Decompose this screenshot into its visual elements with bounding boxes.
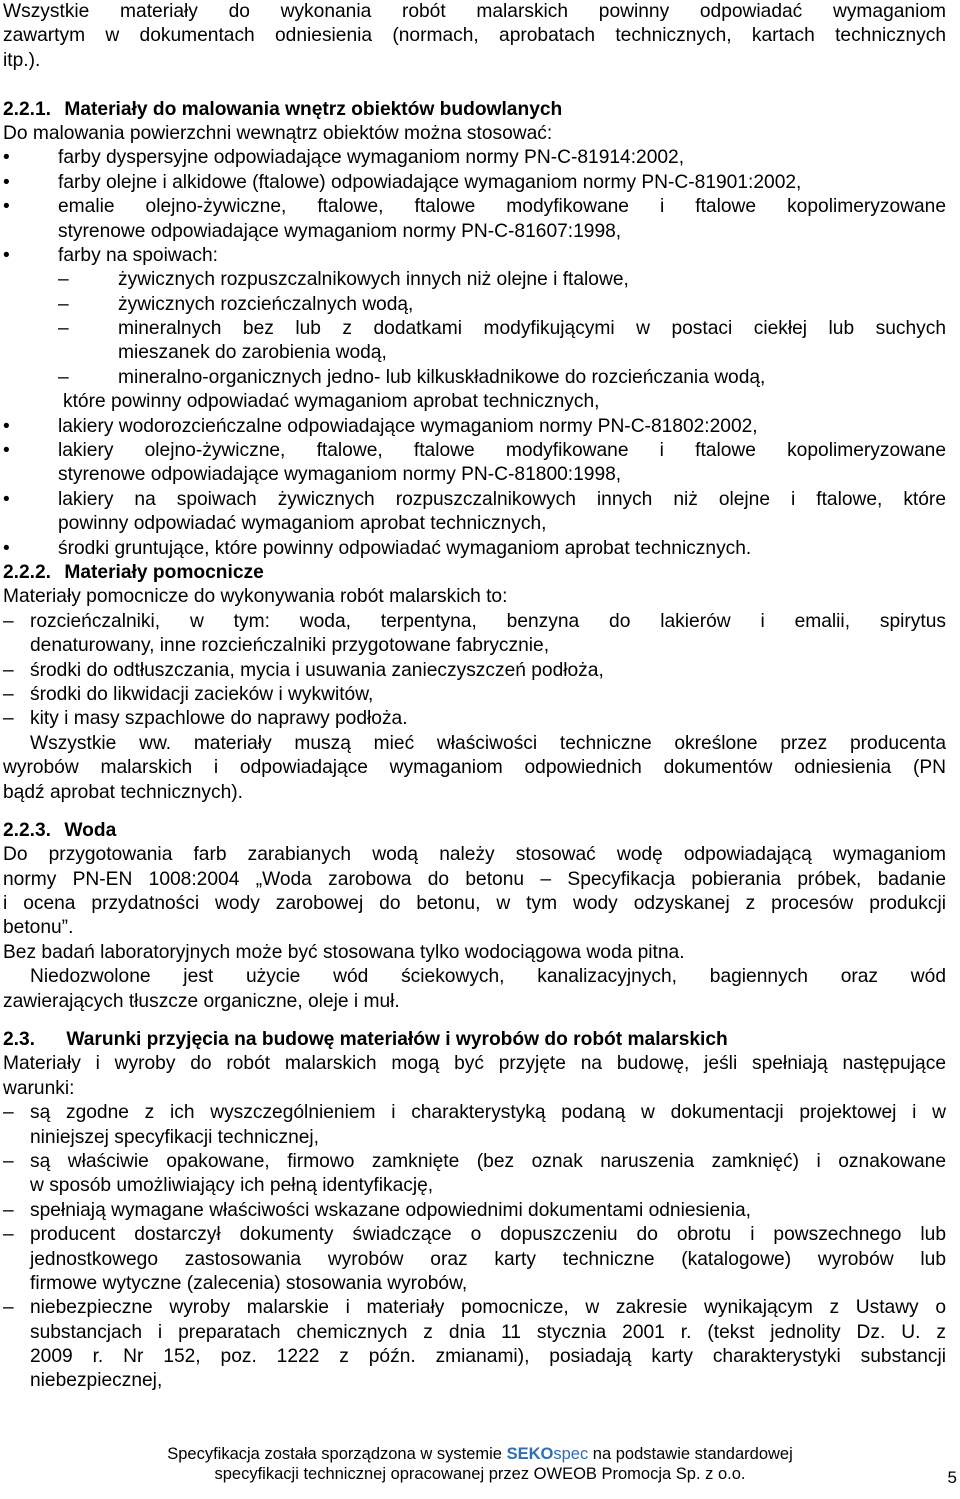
section-title: Materiały do malowania wnętrz obiektów budowlanych — [64, 98, 563, 120]
bullet-icon: • — [3, 244, 10, 266]
list-item — [3, 1101, 946, 1125]
dash-icon: – — [3, 1199, 14, 1221]
bullet-icon: • — [3, 147, 10, 169]
dash-icon: – — [3, 610, 14, 632]
section-title: Materiały pomocnicze — [64, 561, 264, 583]
footer-text: na podstawie standardowej — [592, 1445, 793, 1463]
list-item — [3, 610, 946, 634]
section-title: Warunki przyjęcia na budowę materiałów i wyrobów do robót malarskich — [66, 1029, 728, 1051]
paragraph: Do przygotowania farb zarabianych wodą należy stosować wodę odpowiadającą wymaganiom — [3, 844, 946, 866]
sub-list-item-text: mieszanek do zarobienia wodą, — [118, 342, 387, 364]
footer-text: Specyfikacja została sporządzona w systemie — [167, 1445, 502, 1463]
sub-list-item-text: mineralnych bez lub z dodatkami modyfikującymi w postaci ciekłej lub suchych — [118, 318, 946, 340]
bullet-icon: • — [3, 440, 10, 462]
dash-icon: – — [3, 659, 14, 681]
list-item-text: emalie olejno-żywiczne, ftalowe, ftalowe modyfikowane i ftalowe kopolimeryzowane — [58, 196, 946, 218]
list-item — [3, 171, 946, 195]
brand-logo — [507, 1445, 589, 1463]
list-item-text: w sposób umożliwiający ich pełną identyfikację, — [30, 1175, 434, 1197]
list-item — [3, 1150, 946, 1174]
intro-line-3: itp.). — [3, 49, 41, 71]
paragraph: Materiały pomocnicze do wykonywania robót malarskich to: — [3, 586, 508, 608]
sub-list-item-text: żywicznych rozpuszczalnikowych innych niż olejne i ftalowe, — [118, 269, 629, 291]
footer-line-1 — [0, 1445, 960, 1465]
list-item-text: rozcieńczalniki, w tym: woda, terpentyna, benzyna do lakierów i emalii, spirytus — [30, 610, 946, 632]
dash-icon: – — [3, 683, 14, 705]
dash-icon: – — [58, 366, 69, 388]
list-item — [3, 415, 946, 439]
section-number: 2.3. — [3, 1029, 36, 1051]
paragraph: Do malowania powierzchni wewnątrz obiektów można stosować: — [3, 122, 553, 144]
section-heading-2-2-2 — [3, 561, 946, 585]
section-heading-2-3 — [3, 1028, 946, 1052]
list-item-text: powinny odpowiadać wymaganiom aprobat technicznych, — [58, 513, 547, 535]
footer-line-2: specyfikacji technicznej opracowanej przez OWEOB Promocja Sp. z o.o. — [214, 1464, 746, 1483]
paragraph: normy PN-EN 1008:2004 „Woda zarobowa do betonu – Specyfikacja pobierania próbek, badanie — [3, 868, 946, 890]
section-number: 2.2.2. — [3, 561, 52, 583]
list-item — [3, 1296, 946, 1320]
sub-list-item-text: mineralno-organicznych jedno- lub kilkuskładnikowe do rozcieńczania wodą, — [118, 366, 766, 388]
list-item — [3, 683, 946, 707]
list-item — [3, 1223, 946, 1247]
list-item-text: niebezpieczne wyroby malarskie i materiały pomocnicze, w zakresie wynikającym z Ustawy o — [30, 1297, 946, 1319]
sub-list-item — [3, 268, 946, 292]
brand-logo-part-b: spec — [553, 1445, 589, 1463]
dash-icon: – — [58, 269, 69, 291]
list-item-text: 2009 r. Nr 152, poz. 1222 z późn. zmianami), posiadają karty charakterystyki substancji — [30, 1346, 946, 1368]
paragraph: Bez badań laboratoryjnych może być stosowana tylko wodociągowa woda pitna. — [3, 941, 685, 963]
list-continuation: które powinny odpowiadać wymaganiom aprobat technicznych, — [63, 391, 600, 413]
list-item — [3, 537, 946, 561]
bullet-icon: • — [3, 537, 10, 559]
document-page — [3, 0, 946, 1394]
list-item — [3, 439, 946, 463]
section-title: Woda — [64, 819, 117, 841]
section-heading-2-2-1 — [3, 98, 946, 122]
list-item-text: jednostkowego zastosowania wyrobów oraz karty techniczne (katalogowe) wyrobów lub — [30, 1248, 946, 1270]
dash-icon: – — [58, 318, 69, 340]
list-item-text: styrenowe odpowiadające wymaganiom normy PN-C-81800:1998, — [58, 464, 622, 486]
paragraph: Wszystkie ww. materiały muszą mieć właściwości techniczne określone przez producenta — [30, 732, 946, 754]
list-item-text: farby dyspersyjne odpowiadające wymaganiom normy PN-C-81914:2002, — [58, 147, 685, 169]
list-item-text: denaturowany, inne rozcieńczalniki przygotowane fabrycznie, — [30, 635, 550, 657]
section-number: 2.2.1. — [3, 98, 52, 120]
list-item-text: substancjach i preparatach chemicznych z dnia 11 stycznia 2001 r. (tekst jednolity Dz. U. z — [30, 1321, 946, 1343]
bullet-icon: • — [3, 196, 10, 218]
page-footer — [0, 1445, 960, 1484]
brand-logo-part-a: SEKO — [506, 1445, 554, 1463]
list-item-text: firmowe wytyczne (zalecenia) stosowania wyrobów, — [30, 1272, 468, 1294]
paragraph: Materiały i wyroby do robót malarskich mogą być przyjęte na budowę, jeśli spełniają następujące — [3, 1053, 946, 1075]
list-item-text: lakiery wodorozcieńczalne odpowiadające wymaganiom normy PN-C-81802:2002, — [58, 415, 758, 437]
list-item-text: styrenowe odpowiadające wymaganiom normy PN-C-81607:1998, — [58, 220, 622, 242]
list-item-text: farby olejne i alkidowe (ftalowe) odpowiadające wymaganiom normy PN-C-81901:2002, — [58, 171, 802, 193]
list-item — [3, 1199, 946, 1223]
list-item-text: są zgodne z ich wyszczególnieniem i charakterystyką podaną w dokumentacji projektowej i w — [30, 1102, 946, 1124]
list-item — [3, 146, 946, 170]
list-item-text: środki do odtłuszczania, mycia i usuwania zanieczyszczeń podłoża, — [30, 659, 604, 681]
list-item-text: niniejszej specyfikacji technicznej, — [30, 1126, 320, 1148]
blank-line — [3, 73, 946, 97]
list-item-text: farby na spoiwach: — [58, 244, 218, 266]
dash-icon: – — [3, 1297, 14, 1319]
dash-icon: – — [3, 1150, 14, 1172]
list-item-text: spełniają wymagane właściwości wskazane odpowiednimi dokumentami odniesienia, — [30, 1199, 751, 1221]
list-item-text: kity i masy szpachlowe do naprawy podłoża. — [30, 708, 408, 730]
section-number: 2.2.3. — [3, 819, 52, 841]
dash-icon: – — [58, 293, 69, 315]
paragraph: bądź aprobat technicznych). — [3, 781, 243, 803]
sub-list-item-text: żywicznych rozcieńczalnych wodą, — [118, 293, 414, 315]
list-item — [3, 659, 946, 683]
list-item-text: lakiery na spoiwach żywicznych rozpuszczalnikowych innych niż olejne i ftalowe, które — [58, 488, 946, 510]
list-item-text: niebezpiecznej, — [30, 1370, 163, 1392]
paragraph: betonu”. — [3, 917, 74, 939]
dash-icon: – — [3, 1224, 14, 1246]
sub-list-item — [3, 366, 946, 390]
list-item — [3, 195, 946, 219]
list-item-text: środki do likwidacji zacieków i wykwitów, — [30, 683, 374, 705]
dash-icon: – — [3, 1102, 14, 1124]
paragraph: warunki: — [3, 1077, 75, 1099]
paragraph: wyrobów malarskich i odpowiadające wymaganiom odpowiednich dokumentów odniesienia (PN — [3, 757, 946, 779]
section-heading-2-2-3 — [3, 819, 946, 843]
list-item-text: środki gruntujące, które powinny odpowiadać wymaganiom aprobat technicznych. — [58, 537, 752, 559]
page-number: 5 — [947, 1468, 957, 1487]
list-item-text: lakiery olejno-żywiczne, ftalowe, ftalowe modyfikowane i ftalowe kopolimeryzowane — [58, 440, 946, 462]
sub-list-item — [3, 293, 946, 317]
list-item — [3, 244, 946, 268]
paragraph: Niedozwolone jest użycie wód ściekowych, kanalizacyjnych, bagiennych oraz wód — [30, 966, 946, 988]
list-item — [3, 488, 946, 512]
bullet-icon: • — [3, 415, 10, 437]
bullet-icon: • — [3, 171, 10, 193]
intro-line-1: Wszystkie materiały do wykonania robót malarskich powinny odpowiadać wymaganiom — [3, 1, 946, 22]
bullet-icon: • — [3, 488, 10, 510]
paragraph: zawierających tłuszcze organiczne, oleje i muł. — [3, 990, 400, 1012]
list-item-text: producent dostarczył dokumenty świadczące o dopuszczeniu do obrotu i powszechnego lub — [30, 1224, 946, 1246]
paragraph: i ocena przydatności wody zarobowej do betonu, w tym wody odzyskanej z procesów produkcji — [3, 893, 946, 915]
list-item-text: są właściwie opakowane, firmowo zamknięte (bez oznak naruszenia zamknięć) i oznakowane — [30, 1150, 946, 1172]
intro-line-2: zawartym w dokumentach odniesienia (normach, aprobatach technicznych, kartach technicznych — [3, 25, 946, 47]
sub-list-item — [3, 317, 946, 341]
list-item — [3, 707, 946, 731]
dash-icon: – — [3, 708, 14, 730]
